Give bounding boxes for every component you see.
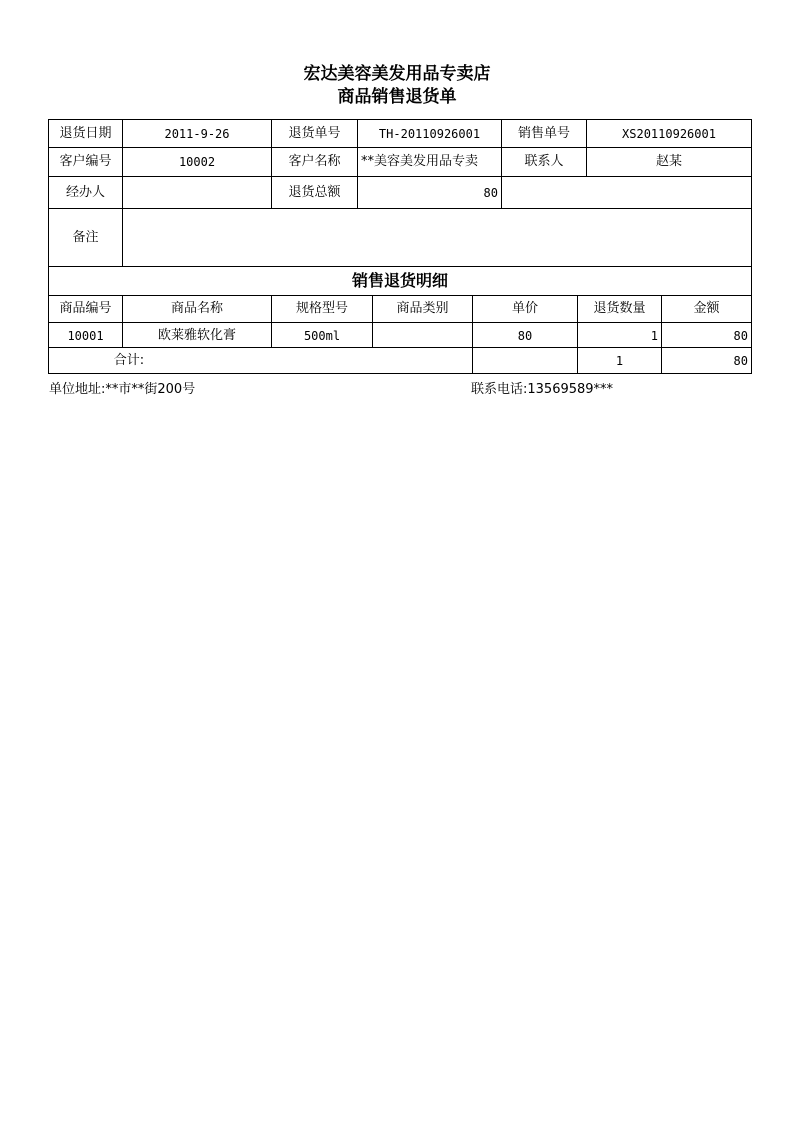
return-no-label: 退货单号 — [288, 126, 341, 141]
remark-label: 备注 — [72, 229, 99, 245]
col-header-spec: 规格型号 — [295, 301, 348, 316]
col-header-name: 商品名称 — [170, 301, 223, 316]
sales-no-value: XS20110926001 — [622, 127, 716, 141]
row-name: 欧莱雅软化膏 — [157, 327, 236, 343]
row-spec: 500ml — [303, 328, 341, 343]
col-header-price: 单价 — [511, 301, 538, 316]
remark-value — [123, 209, 751, 266]
row-amount: 80 — [733, 328, 748, 343]
handler-value — [123, 177, 271, 208]
contact-label: 联系人 — [524, 154, 564, 169]
contact-value: 赵某 — [655, 154, 682, 169]
customer-name-label: 客户名称 — [288, 154, 341, 169]
summary-qty: 1 — [615, 353, 624, 368]
store-name: 宏达美容美发用品专卖店 — [303, 64, 491, 84]
customer-id-value: 10002 — [178, 155, 216, 169]
return-date-value: 2011-9-26 — [164, 127, 230, 141]
row-category — [373, 323, 472, 348]
sales-no-label: 销售单号 — [517, 126, 570, 141]
customer-name-value: **美容美发用品专卖 — [361, 154, 479, 169]
col-header-amount: 金额 — [693, 301, 720, 316]
document-title: 商品销售退货单 — [337, 87, 457, 107]
col-header-code: 商品编号 — [59, 301, 112, 316]
detail-section-title: 销售退货明细 — [351, 271, 448, 290]
footer-address: 单位地址:**市**街200号 — [49, 382, 196, 397]
row-price: 80 — [517, 328, 533, 343]
return-no-value: TH-20110926001 — [378, 127, 481, 141]
summary-amount: 80 — [733, 353, 748, 368]
col-header-category: 商品类别 — [396, 301, 449, 316]
row-qty: 1 — [650, 328, 658, 343]
row-code: 10001 — [67, 328, 104, 343]
total-value: 80 — [483, 185, 498, 200]
col-header-qty: 退货数量 — [593, 301, 646, 316]
total-label: 退货总额 — [288, 184, 341, 200]
footer-phone: 联系电话:13569589*** — [471, 382, 614, 397]
summary-label: 合计: — [113, 352, 145, 368]
return-date-label: 退货日期 — [59, 126, 112, 141]
handler-label: 经办人 — [65, 184, 105, 200]
customer-id-label: 客户编号 — [59, 154, 112, 169]
